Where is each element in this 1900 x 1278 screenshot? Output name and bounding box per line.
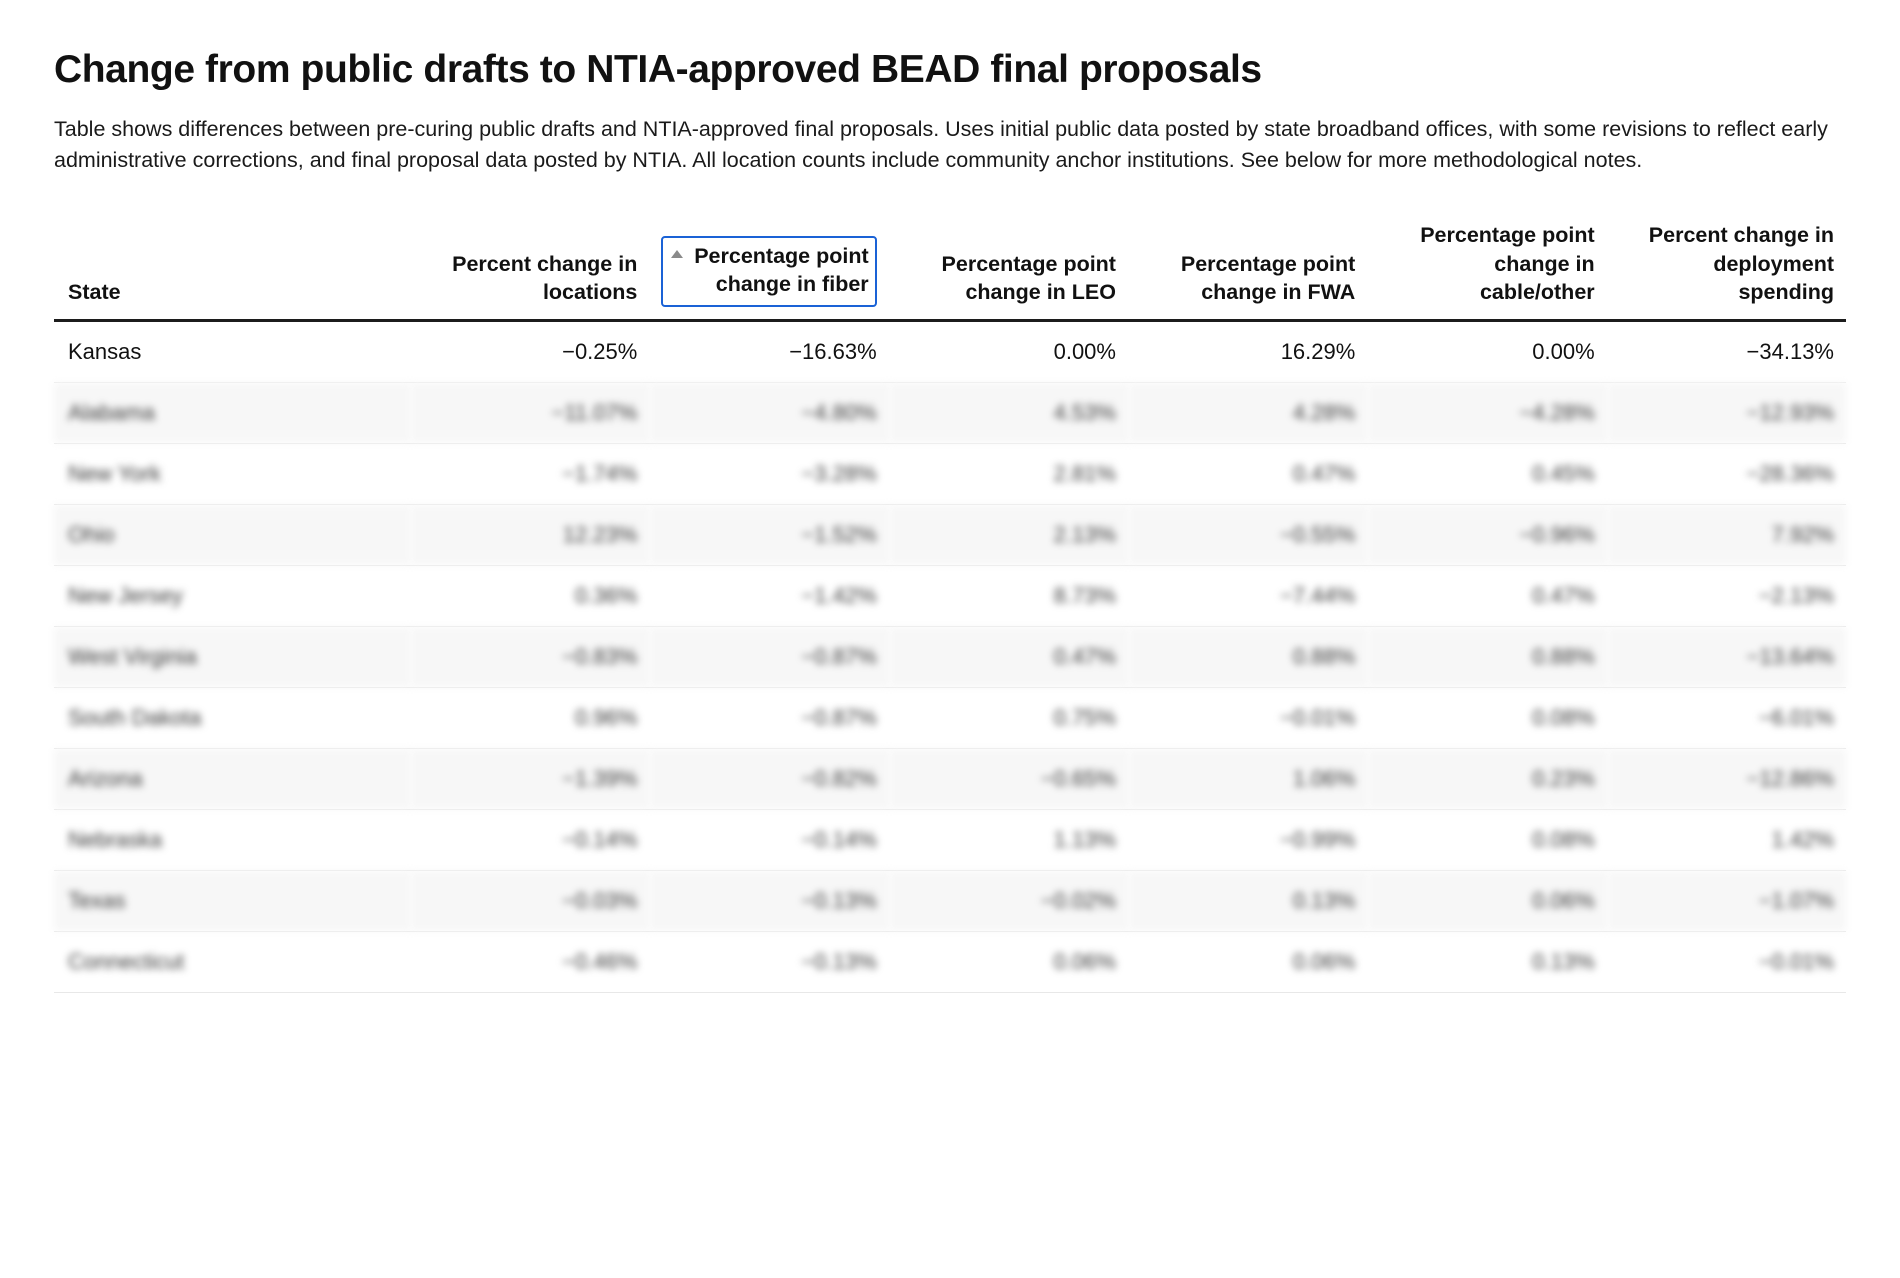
- column-header-cable-other-label: Percentage point change in cable/other: [1420, 223, 1595, 305]
- cell-value: 0.47%: [1128, 443, 1367, 504]
- cell-value: 12.23%: [410, 504, 649, 565]
- cell-value: 0.08%: [1367, 809, 1606, 870]
- cell-value: −0.14%: [649, 809, 888, 870]
- cell-value: −12.93%: [1607, 382, 1846, 443]
- cell-value: 0.45%: [1367, 443, 1606, 504]
- table-row[interactable]: [54, 626, 1846, 687]
- cell-value: 0.06%: [1367, 870, 1606, 931]
- cell-value: 0.06%: [1128, 931, 1367, 992]
- cell-value: 0.00%: [1367, 320, 1606, 382]
- table-row[interactable]: [54, 870, 1846, 931]
- cell-value: −0.01%: [1128, 687, 1367, 748]
- cell-state: West Virginia: [54, 626, 410, 687]
- table-body: [54, 320, 1846, 992]
- cell-value: −12.86%: [1607, 748, 1846, 809]
- cell-value: 0.47%: [889, 626, 1128, 687]
- cell-value: −0.13%: [649, 931, 888, 992]
- table-row[interactable]: [54, 443, 1846, 504]
- column-header-deployment-spending[interactable]: [1607, 221, 1846, 320]
- cell-value: −16.63%: [649, 320, 888, 382]
- cell-value: −0.96%: [1367, 504, 1606, 565]
- cell-value: −11.07%: [410, 382, 649, 443]
- column-header-state[interactable]: [54, 221, 410, 320]
- table-row[interactable]: [54, 748, 1846, 809]
- cell-state: New Jersey: [54, 565, 410, 626]
- table-header: [54, 221, 1846, 320]
- table-row[interactable]: [54, 504, 1846, 565]
- page-description: Table shows differences between pre-curing public drafts and NTIA-approved final proposals. Uses initial public data posted by state broadband offices, with some revisions to reflect early administrative corrections, and final proposal data posted by NTIA. All location counts include community anchor institutions. See below for more methodological notes.: [54, 117, 1828, 172]
- cell-value: −13.64%: [1607, 626, 1846, 687]
- cell-value: −0.87%: [649, 687, 888, 748]
- cell-value: −0.25%: [410, 320, 649, 382]
- column-header-deployment-spending-label: Percent change in deployment spending: [1648, 223, 1834, 305]
- cell-value: 2.81%: [889, 443, 1128, 504]
- table-row[interactable]: [54, 809, 1846, 870]
- column-header-locations-label: Percent change in locations: [452, 251, 638, 305]
- cell-value: 7.92%: [1607, 504, 1846, 565]
- cell-value: −0.13%: [649, 870, 888, 931]
- cell-value: −0.14%: [410, 809, 649, 870]
- cell-state: South Dakota: [54, 687, 410, 748]
- cell-value: −6.01%: [1607, 687, 1846, 748]
- cell-value: −0.02%: [889, 870, 1128, 931]
- cell-value: 0.13%: [1128, 870, 1367, 931]
- cell-value: 0.75%: [889, 687, 1128, 748]
- cell-value: 8.73%: [889, 565, 1128, 626]
- cell-value: −1.52%: [649, 504, 888, 565]
- cell-value: −4.28%: [1367, 382, 1606, 443]
- cell-value: 0.06%: [889, 931, 1128, 992]
- column-header-fiber[interactable]: [649, 221, 888, 320]
- cell-state: Texas: [54, 870, 410, 931]
- cell-value: −1.42%: [649, 565, 888, 626]
- column-header-locations[interactable]: [410, 221, 649, 320]
- column-header-fiber-sorted[interactable]: [661, 236, 876, 307]
- cell-value: 0.96%: [410, 687, 649, 748]
- cell-value: 1.06%: [1128, 748, 1367, 809]
- sort-ascending-icon: [671, 250, 683, 258]
- cell-state: Connecticut: [54, 931, 410, 992]
- cell-value: −28.36%: [1607, 443, 1846, 504]
- cell-value: 1.42%: [1607, 809, 1846, 870]
- table-row[interactable]: [54, 382, 1846, 443]
- cell-value: −1.74%: [410, 443, 649, 504]
- column-header-leo[interactable]: [889, 221, 1128, 320]
- table-header-row: [54, 221, 1846, 320]
- column-header-cable-other[interactable]: [1367, 221, 1606, 320]
- cell-state: Kansas: [54, 320, 410, 382]
- cell-state: Arizona: [54, 748, 410, 809]
- cell-state: New York: [54, 443, 410, 504]
- column-header-fiber-label: Percentage point change in fiber: [694, 243, 869, 297]
- cell-value: 2.13%: [889, 504, 1128, 565]
- cell-value: 4.28%: [1128, 382, 1367, 443]
- cell-value: 0.47%: [1367, 565, 1606, 626]
- cell-value: −34.13%: [1607, 320, 1846, 382]
- table-row[interactable]: [54, 931, 1846, 992]
- column-header-fwa-label: Percentage point change in FWA: [1180, 251, 1356, 305]
- table-row[interactable]: [54, 320, 1846, 382]
- cell-value: 0.36%: [410, 565, 649, 626]
- cell-value: 0.13%: [1367, 931, 1606, 992]
- table-row[interactable]: [54, 565, 1846, 626]
- comparison-table: [54, 221, 1846, 993]
- cell-value: −1.39%: [410, 748, 649, 809]
- column-header-leo-label: Percentage point change in LEO: [941, 251, 1116, 305]
- cell-value: −0.55%: [1128, 504, 1367, 565]
- cell-value: 0.88%: [1367, 626, 1606, 687]
- cell-value: 0.00%: [889, 320, 1128, 382]
- cell-value: −7.44%: [1128, 565, 1367, 626]
- table-row[interactable]: [54, 687, 1846, 748]
- cell-value: 0.23%: [1367, 748, 1606, 809]
- cell-value: −0.01%: [1607, 931, 1846, 992]
- page-title: Change from public drafts to NTIA-approved BEAD final proposals: [54, 48, 1262, 91]
- cell-value: −4.80%: [649, 382, 888, 443]
- cell-value: −3.28%: [649, 443, 888, 504]
- cell-value: −0.46%: [410, 931, 649, 992]
- cell-value: −0.99%: [1128, 809, 1367, 870]
- cell-state: Alabama: [54, 382, 410, 443]
- cell-value: −0.82%: [649, 748, 888, 809]
- cell-value: −0.83%: [410, 626, 649, 687]
- cell-value: 4.53%: [889, 382, 1128, 443]
- cell-state: Nebraska: [54, 809, 410, 870]
- cell-state: Ohio: [54, 504, 410, 565]
- cell-value: 0.88%: [1128, 626, 1367, 687]
- cell-value: −2.13%: [1607, 565, 1846, 626]
- cell-value: 0.08%: [1367, 687, 1606, 748]
- column-header-fwa[interactable]: [1128, 221, 1367, 320]
- cell-value: −0.87%: [649, 626, 888, 687]
- column-header-state-label: State: [68, 280, 121, 305]
- cell-value: −0.65%: [889, 748, 1128, 809]
- cell-value: −0.03%: [410, 870, 649, 931]
- cell-value: 16.29%: [1128, 320, 1367, 382]
- cell-value: −1.07%: [1607, 870, 1846, 931]
- cell-value: 1.13%: [889, 809, 1128, 870]
